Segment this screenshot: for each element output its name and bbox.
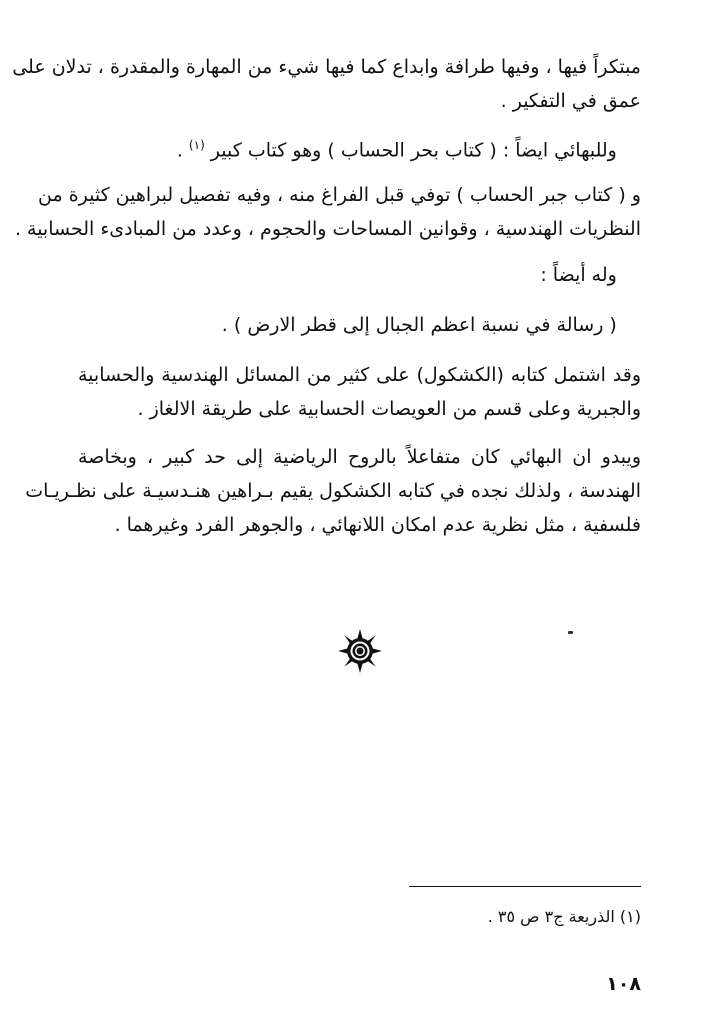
stray-ink-mark xyxy=(568,631,573,634)
paragraph-5 xyxy=(78,308,641,342)
paragraph-1-line-1: مبتكراً فيها ، وفيها طرافة وابداع كما فيها شيء من المهارة والمقدرة ، تدلان على xyxy=(12,56,641,78)
paragraph-4-text: وله أيضاً : xyxy=(540,264,617,286)
paragraph-1 xyxy=(12,50,641,118)
paragraph-6 xyxy=(78,358,641,426)
paragraph-4 xyxy=(78,258,641,292)
paragraph-3 xyxy=(14,178,641,246)
paragraph-4-line-1 xyxy=(78,258,641,292)
paragraph-7-line-1: ويبدو ان البهائي كان متفاعلاً بالروح الرياضية إلى حد كبير ، وبخاصة xyxy=(78,446,641,468)
paragraph-1-line-2: عمق في التفكير . xyxy=(500,90,641,112)
paragraph-5-text: ( رسالة في نسبة اعظم الجبال إلى قطر الارض ) . xyxy=(221,314,617,336)
footnote-1 xyxy=(488,905,641,929)
paragraph-2-end: . xyxy=(176,139,189,162)
paragraph-5-line-1 xyxy=(78,308,641,342)
paragraph-2-text: وللبهائي ايضاً : ( كتاب بحر الحساب ) وهو كتاب كبير xyxy=(210,139,617,162)
paragraph-6-line-2: والجبرية وعلى قسم من العويصات الحسابية على طريقة الالغاز . xyxy=(137,398,641,420)
page-number: ١٠٨ xyxy=(606,973,641,995)
paragraph-7 xyxy=(25,440,641,542)
footnote-divider xyxy=(409,886,641,887)
paragraph-7-line-2: الهندسة ، ولذلك نجده في كتابه الكشكول يقيم بـراهين هنـدسيـة على نظـريـات xyxy=(25,480,641,502)
paragraph-2 xyxy=(78,128,641,167)
paragraph-2-line-1 xyxy=(78,128,641,167)
paragraph-3-line-2: النظريات الهندسية ، وقوانين المساحات والحجوم ، وعدد من المبادىء الحسابية . xyxy=(14,218,641,240)
paragraph-3-line-1: و ( كتاب جبر الحساب ) توفي قبل الفراغ منه ، وفيه تفصيل لبراهين كثيرة من xyxy=(38,184,641,206)
sun-ornament-icon xyxy=(337,628,383,674)
footnote-reference[interactable]: (١) xyxy=(188,138,205,152)
footnote-text: الذريعة ج٣ ص ٣٥ . xyxy=(487,907,615,926)
paragraph-7-line-3: فلسفية ، مثل نظرية عدم امكان اللانهائي ، والجوهر الفرد وغيرهما . xyxy=(114,514,641,536)
paragraph-6-line-1: وقد اشتمل كتابه (الكشكول) على كثير من المسائل الهندسية والحسابية xyxy=(78,364,641,386)
footnote-marker: (١) xyxy=(619,907,641,926)
